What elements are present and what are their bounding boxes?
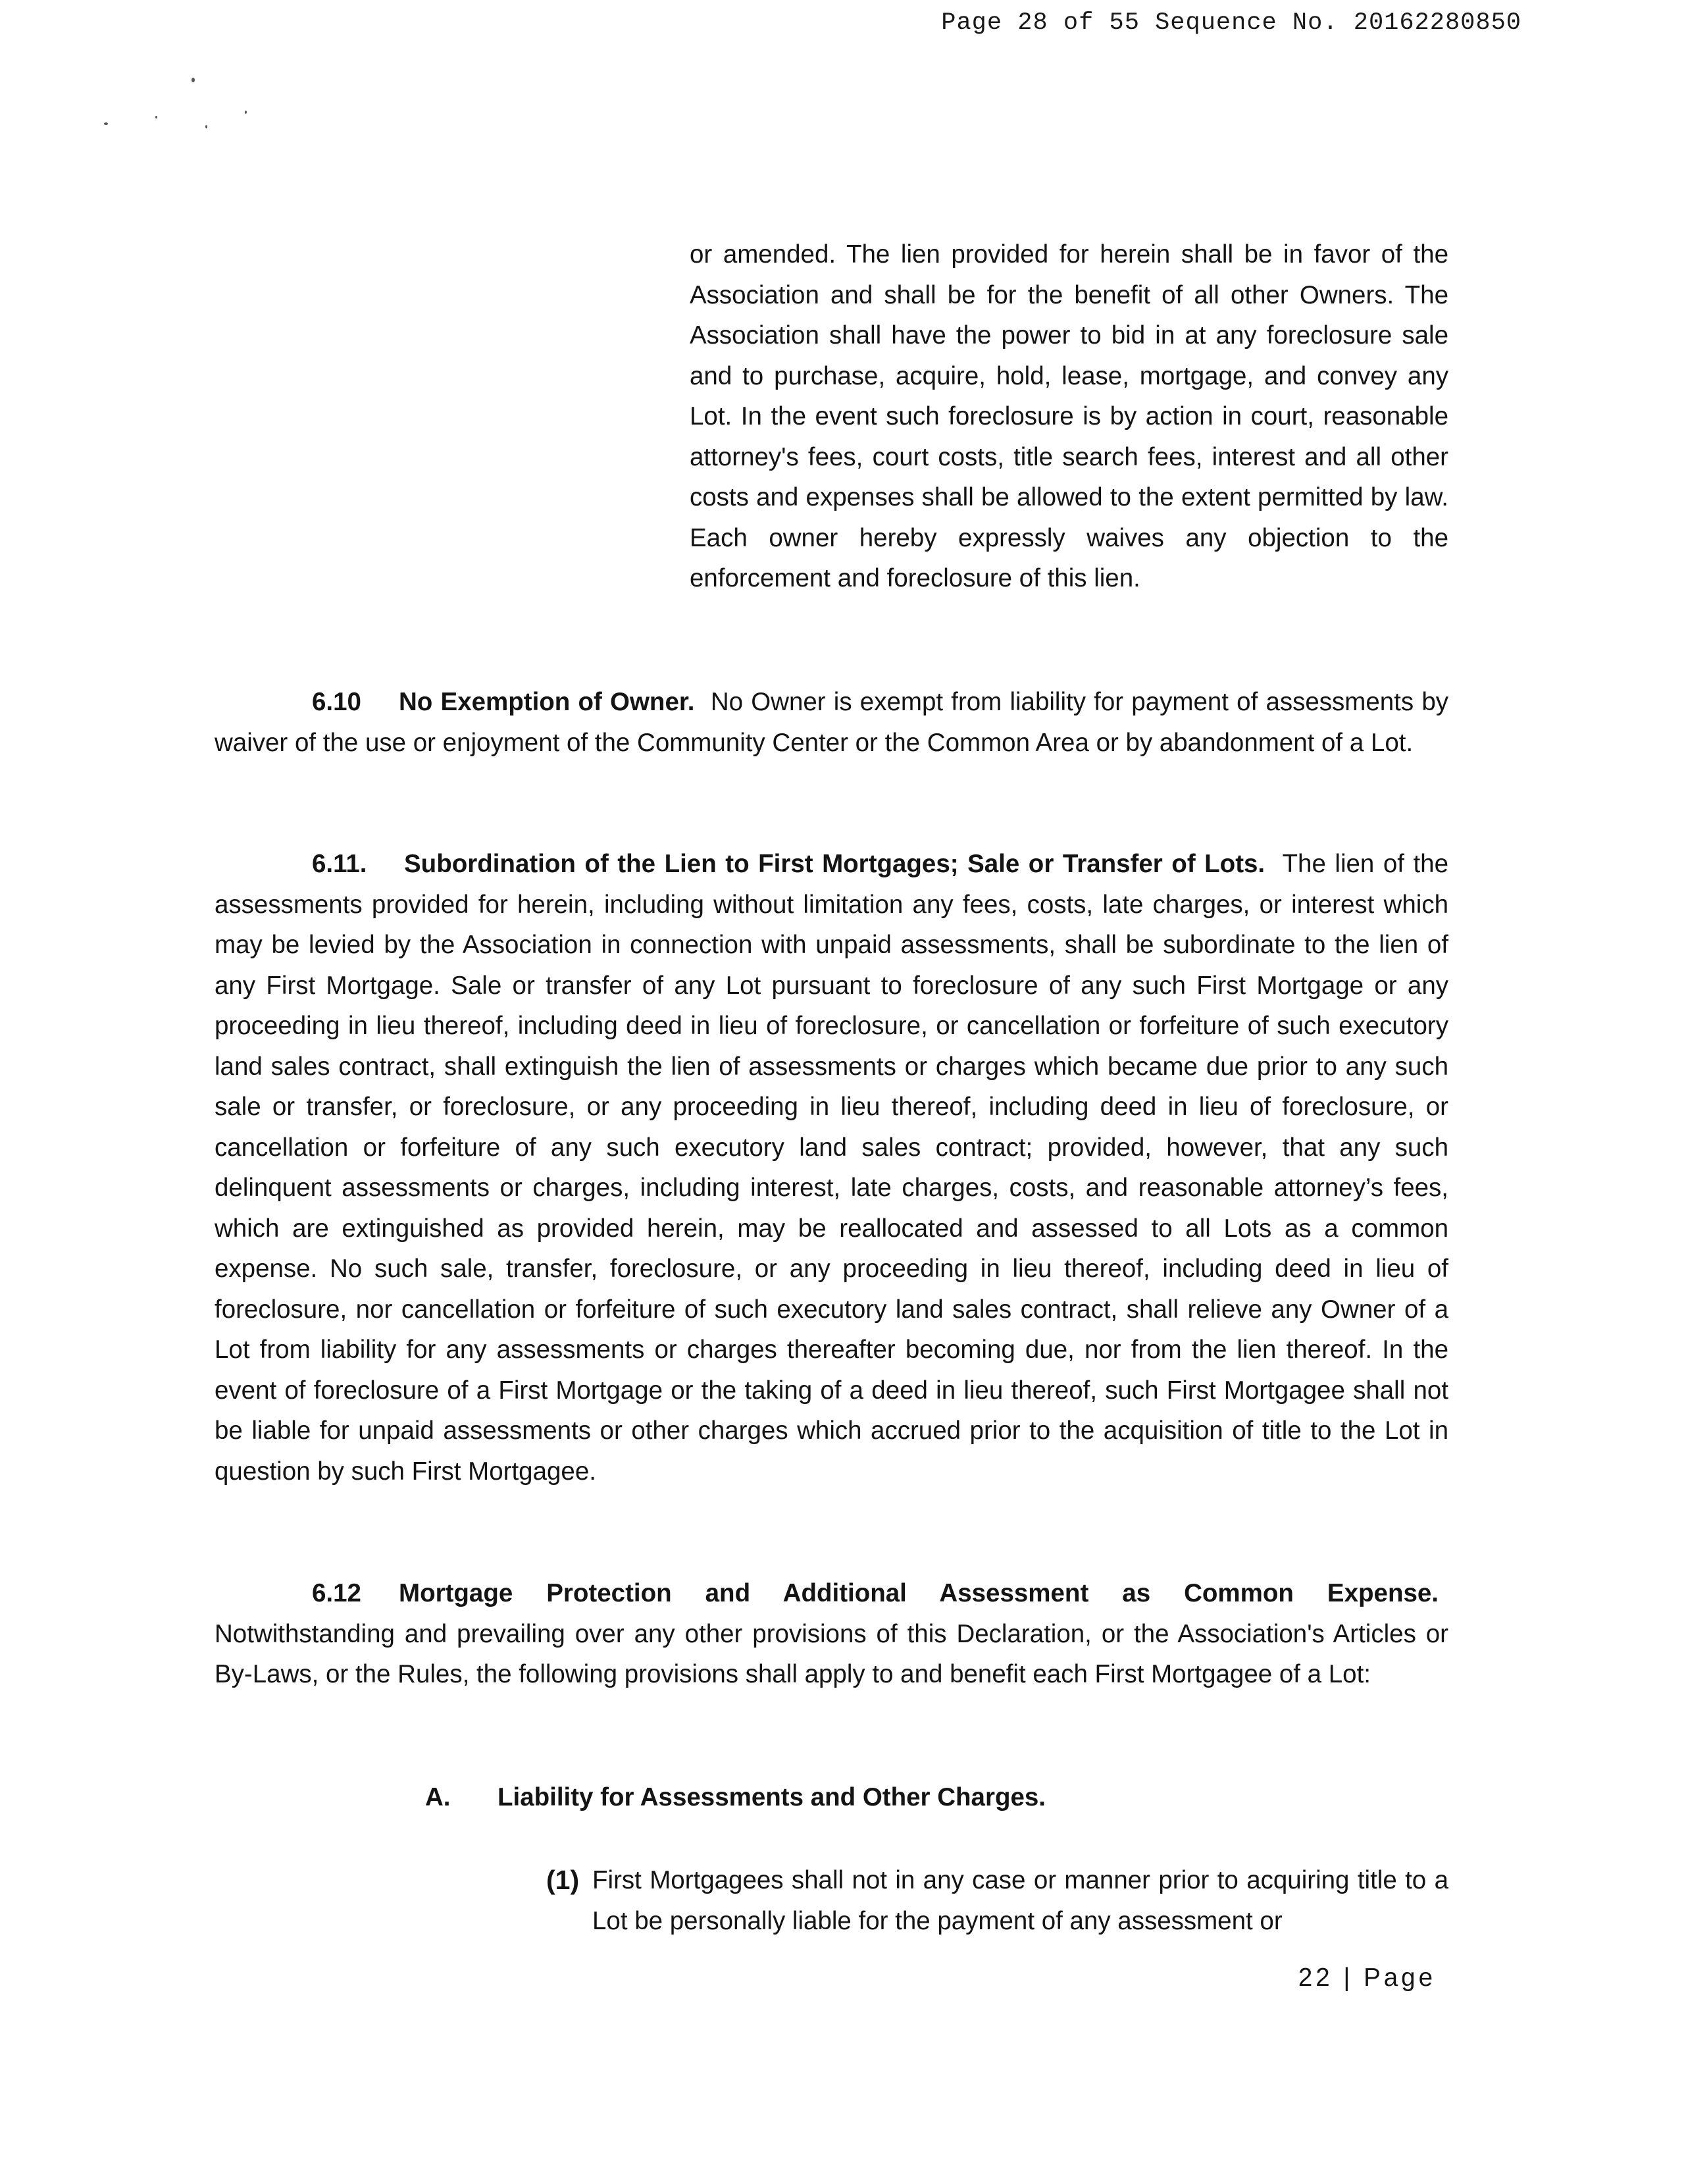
section-6-12 — [215, 1573, 1448, 1695]
list-item-text: First Mortgagees shall not in any case or manner prior to acquiring title to a Lot be personally liable for the payment of any assessment or — [592, 1866, 1448, 1935]
section-number: 6.11. — [312, 850, 367, 878]
continuation-paragraph — [690, 234, 1448, 599]
section-6-11-paragraph — [215, 844, 1448, 1492]
scan-speck — [205, 125, 207, 128]
scan-speck — [104, 122, 108, 125]
scan-speck — [245, 111, 247, 114]
continuation-text: or amended. The lien provided for herein shall be in favor of the Association and shall be for the benefit of all other Owners. The Association shall have the power to bid in at any foreclosure sale and to purchase, acquire, hold, lease, mortgage, and convey any Lot. In the event such foreclosure is by action in court, reasonable attorney's fees, court costs, title search fees, interest and all other costs and expenses shall be allowed to the extent permitted by law. Each owner hereby expressly waives any objection to the enforcement and foreclosure of this lien. — [690, 240, 1448, 592]
list-item — [546, 1860, 1448, 1941]
section-6-10-paragraph — [215, 682, 1448, 763]
section-6-12-heading-line — [215, 1573, 1448, 1614]
page-sequence-stamp: Page 28 of 55 Sequence No. 20162280850 — [941, 9, 1521, 37]
subsection-letter: A. — [425, 1783, 451, 1811]
scan-speck — [192, 78, 195, 82]
section-heading: Subordination of the Lien to First Mortgages; Sale or Transfer of Lots. — [404, 850, 1265, 878]
page-number-footer: 22 | Page — [1298, 1963, 1436, 1992]
list-item-marker: (1) — [546, 1865, 580, 1895]
scan-speck — [155, 116, 157, 118]
section-heading: No Exemption of Owner. — [399, 688, 695, 716]
section-6-11 — [215, 844, 1448, 1492]
section-6-10 — [215, 682, 1448, 763]
subsection-heading: Liability for Assessments and Other Charges. — [498, 1783, 1046, 1811]
section-number: 6.12 — [312, 1579, 361, 1607]
section-heading: Mortgage Protection and Additional Assessment as Common Expense. — [399, 1579, 1439, 1607]
section-body: No Owner is exempt from liability for payment of assessments by waiver of the use or enjoyment of the Community Center or the Common Area or by abandonment of a Lot. — [215, 688, 1448, 757]
section-body: The lien of the assessments provided for herein, including without limitation any fees, costs, late charges, or interest which may be levied by the Association in connection with unpaid assessments, shall be subordinate to the lien of any First Mortgage. Sale or transfer of any Lot pursuant to foreclosure of any such First Mortgage or any proceeding in lieu thereof, including deed in lieu of foreclosure, or cancellation or forfeiture of such executory land sales contract, shall extinguish the lien of assessments or charges which became due prior to any such sale or transfer, or foreclosure, or any proceeding in lieu thereof, including deed in lieu of foreclosure, or cancellation or forfeiture of any such executory land sales contract; provided, however, that any such delinquent assessments or charges, including interest, late charges, costs, and reasonable attorney’s fees, which are extinguished as provided herein, may be reallocated and assessed to all Lots as a common expense. No such sale, transfer, foreclosure, or any proceeding in lieu thereof, including deed in lieu of foreclosure, nor cancellation or forfeiture of such executory land sales contract, shall relieve any Owner of a Lot from liability for any assessments or charges thereafter becoming due, nor from the lien thereof. In the event of foreclosure of a First Mortgage or the taking of a deed in lieu thereof, such First Mortgagee shall not be liable for unpaid assessments or other charges which accrued prior to the acquisition of title to the Lot in question by such First Mortgagee. — [215, 850, 1448, 1486]
subsection-a — [425, 1777, 1046, 1818]
section-body: Notwithstanding and prevailing over any other provisions of this Declaration, or the Association's Articles or By-Laws, or the Rules, the following provisions shall apply to and benefit each First Mortgagee of a Lot: — [215, 1619, 1448, 1688]
section-number: 6.10 — [312, 688, 361, 716]
